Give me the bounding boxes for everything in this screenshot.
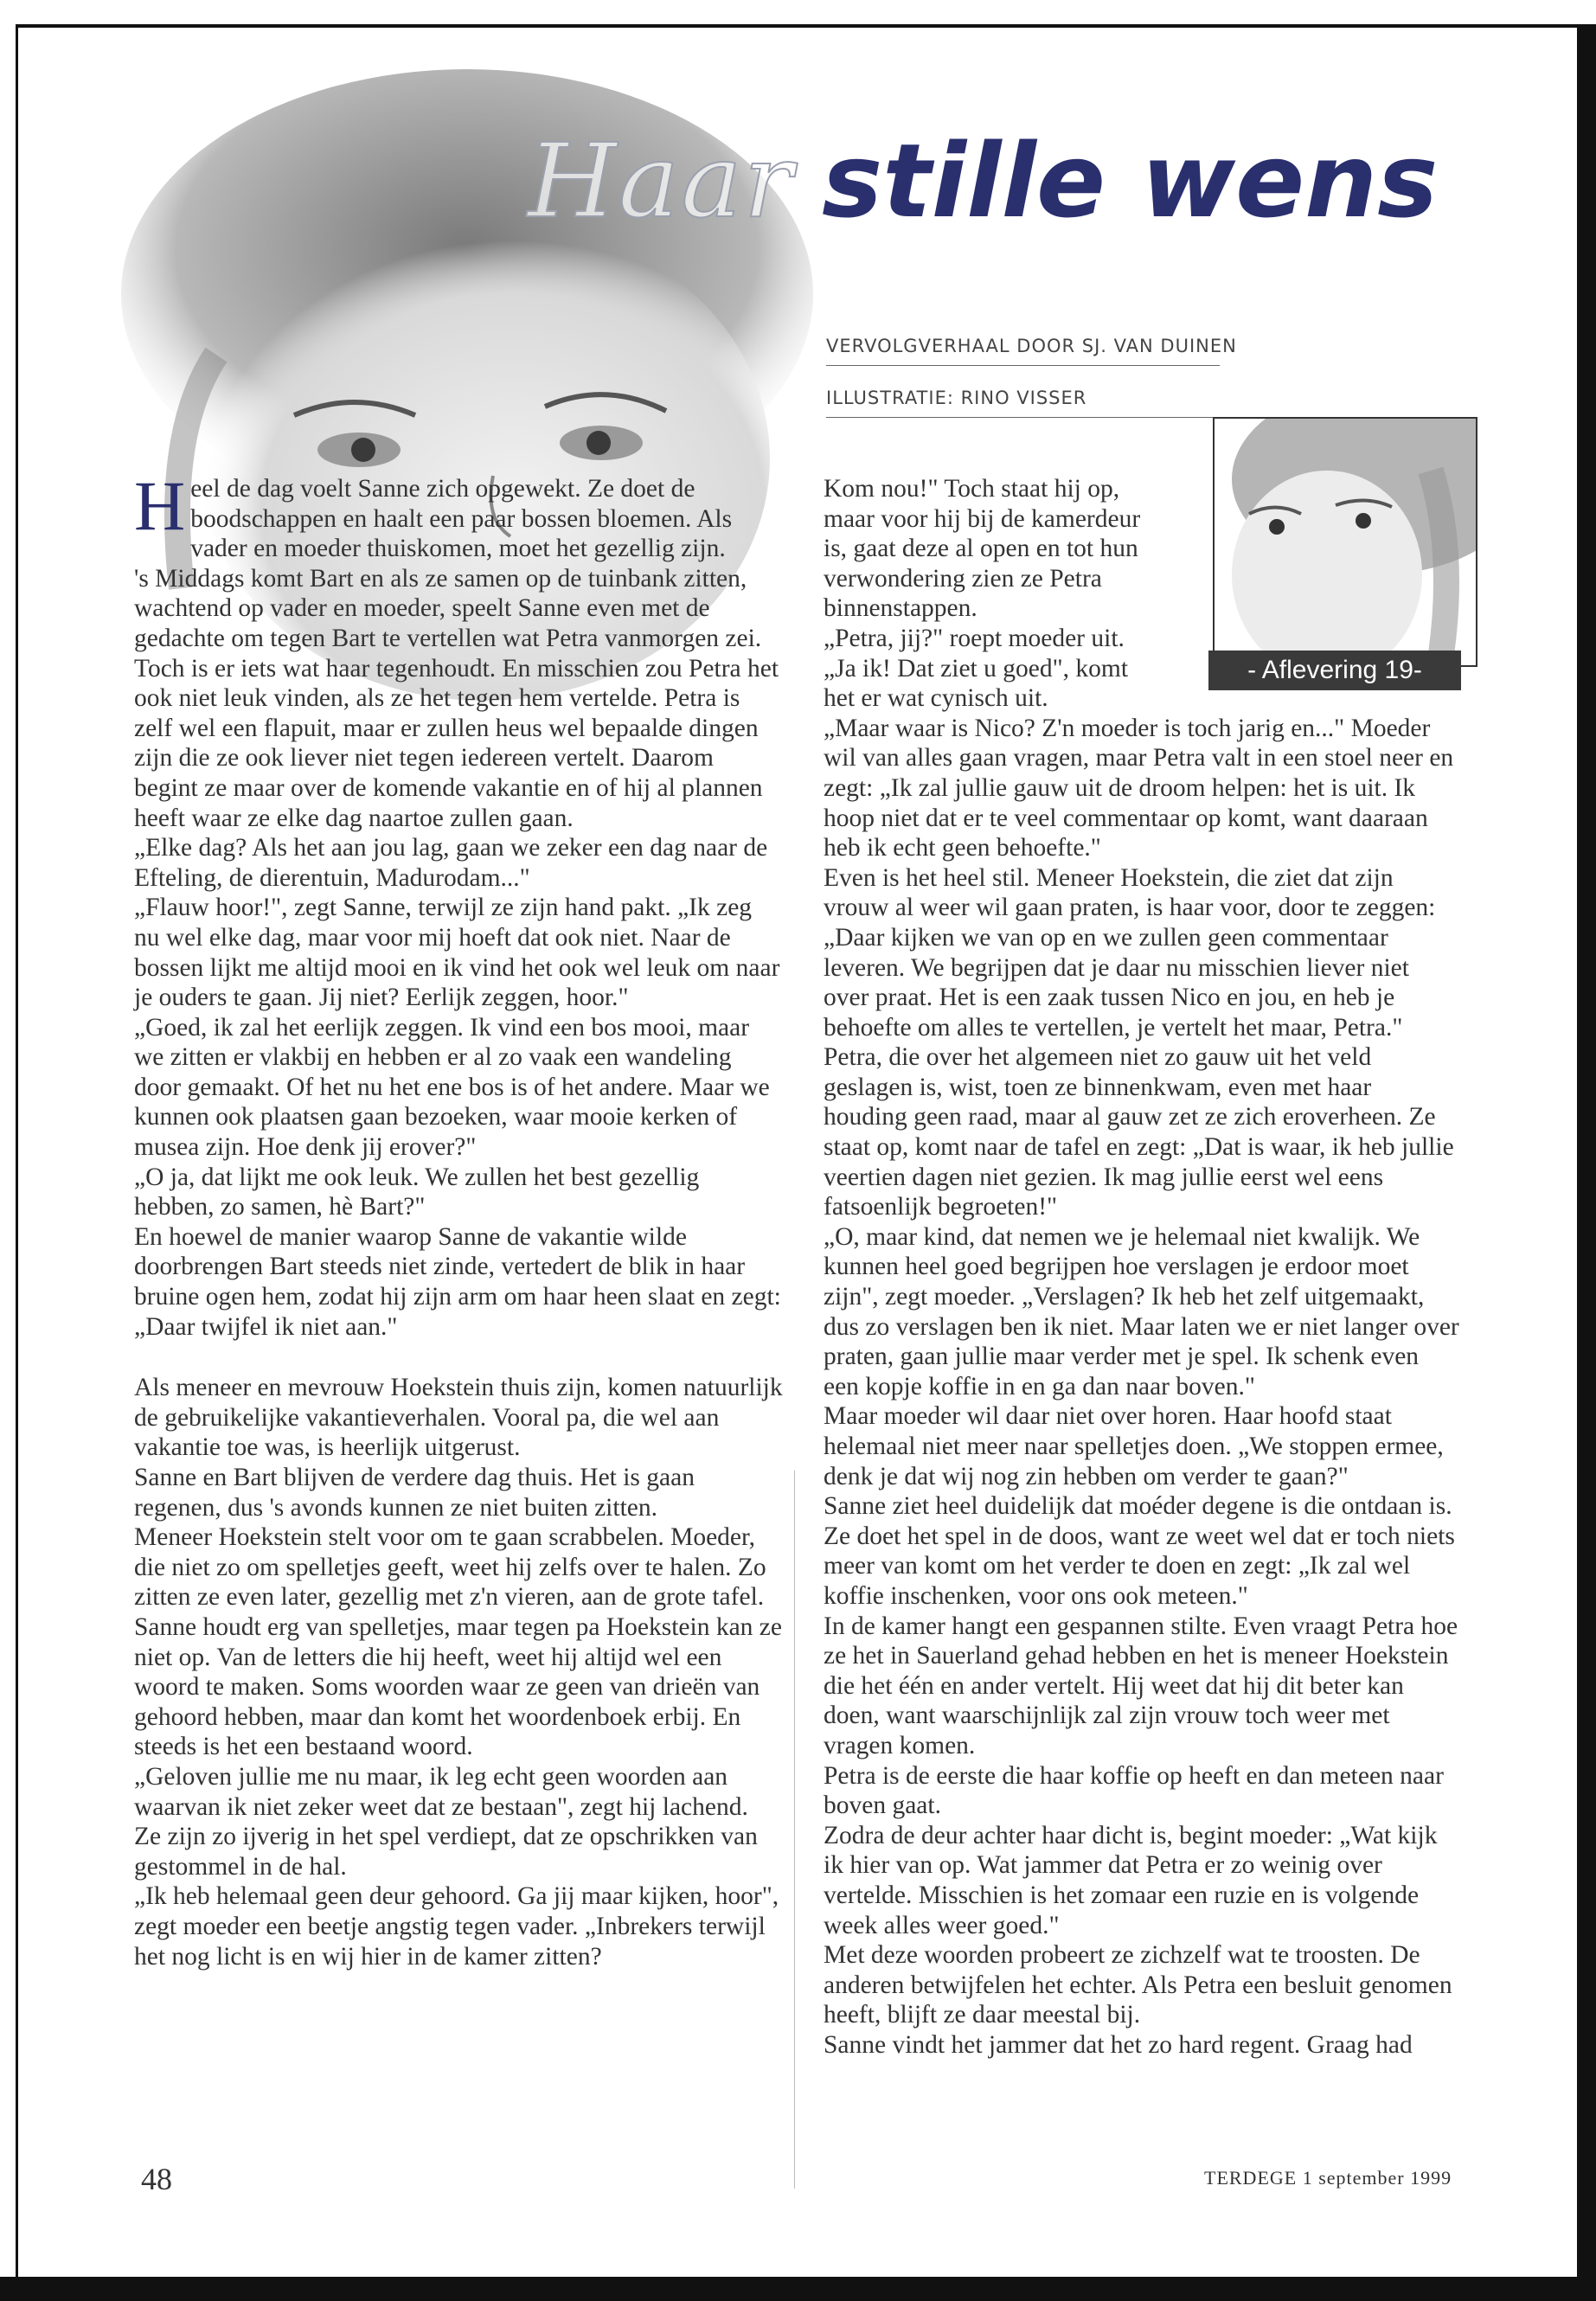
paragraph: Met deze woorden probeert ze zichzelf wat te troosten. De anderen betwijfelen het echter. Als Petra een besluit genomen heeft, blijft ze daar meestal bij. (824, 1941, 1452, 2029)
article-title (528, 121, 1438, 242)
episode-badge: - Aflevering 19- (1208, 651, 1461, 690)
paragraph: „Geloven jullie me nu maar, ik leg echt geen woorden aan waarvan ik niet zeker weet dat ze bestaan", zegt hij lachend. (134, 1762, 748, 1821)
paragraph: „Goed, ik zal het eerlijk zeggen. Ik vind een bos mooi, maar we zitten er vlakbij en hebben er al zo vaak een wandeling door gemaakt. Of het nu het ene bos is of het andere. Maar we kunnen ook plaatsen gaan bezoeken, waar mooie kerken of musea zijn. Hoe denk jij erover?" (134, 1013, 770, 1162)
title-word-stille-wens: stille wens (822, 121, 1439, 240)
paragraph: „Petra, jij?" roept moeder uit. (824, 624, 1125, 652)
paragraph: „Ik heb helemaal geen deur gehoord. Ga jij maar kijken, hoor", zegt moeder een beetje angstig tegen vader. „Inbrekers terwijl het nog licht is en wij hier in de kamer zitten? (134, 1882, 779, 1971)
paragraph: En hoewel de manier waarop Sanne de vakantie wilde doorbrengen Bart steeds niet zinde, vertedert de blik in haar bruine ogen hem, zodat hij zijn arm om haar heen slaat en zegt: „Daar twijfel ik niet aan." (134, 1222, 781, 1341)
serial-credit: VERVOLGVERHAAL DOOR SJ. VAN DUINEN (826, 336, 1237, 356)
page-number: 48 (141, 2162, 172, 2196)
credit-underline (826, 365, 1220, 366)
frame-right-bar (1577, 24, 1596, 2301)
issue-footer: TERDEGE 1 september 1999 (1204, 2167, 1452, 2189)
paragraph: Zodra de deur achter haar dicht is, begint moeder: „Wat kijk ik hier van op. Wat jammer dat Petra er zo weinig over vertelde. Misschien is het zomaar een ruzie en is volgende week alles weer goed." (824, 1821, 1438, 1939)
left-column (134, 466, 783, 1971)
paragraph: Meneer Hoekstein stelt voor om te gaan scrabbelen. Moeder, die niet zo om spelletjes geeft, weet hij zelfs over te halen. Zo zitten ze even later, gezellig met z'n vieren, aan de grote tafel. Sanne houdt erg van spelletjes, maar tegen pa Hoekstein kan ze niet op. Van de letters die hij heeft, weet hij altijd wel een woord te maken. Soms woorden waar ze geen van drieën van gehoord hebben, maar dan komt het woordenboek erbij. En steeds is het een bestaand woord. (134, 1523, 782, 1761)
paragraph: 's Middags komt Bart en als ze samen op de tuinbank zitten, wachtend op vader en moeder, speelt Sanne even met de gedachte om tegen Bart te vertellen wat Petra vanmorgen zei. Toch is er iets wat haar tegenhoudt. En misschien zou Petra het ook niet leuk vinden, als ze het tegen hem vertelde. Petra is zelf wel een flapuit, maar er zullen heus wel bepaalde dingen zijn die ze ook liever niet tegen iedereen vertelt. Daarom begint ze maar over de komende vakantie en of hij al plannen heeft waar ze elke dag naartoe zullen gaan. (134, 564, 779, 832)
frame-bottom-bar (0, 2277, 1596, 2301)
illustration-credit: ILLUSTRATIE: RINO VISSER (826, 388, 1087, 408)
paragraph: „O ja, dat lijkt me ook leuk. We zullen het best gezellig hebben, zo samen, hè Bart?" (134, 1163, 700, 1221)
frame-left-rule (16, 24, 18, 2277)
paragraph: „Maar waar is Nico? Z'n moeder is toch jarig en..." Moeder wil van alles gaan vragen, maar Petra valt in een stoel neer en zegt: „Ik zal jullie gauw uit de droom helpen: het is uit. Ik hoop niet dat er te veel commentaar op komt, want daaraan heb ik echt geen behoefte." (824, 714, 1454, 862)
credit-underline (826, 417, 1220, 418)
paragraph: „Ja ik! Dat ziet u goed", komt (824, 654, 1129, 683)
section-break (134, 1342, 783, 1373)
drop-cap: H (134, 466, 186, 545)
paragraph: „Elke dag? Als het aan jou lag, gaan we zeker een dag naar de Efteling, de dierentuin, Madurodam..." (134, 834, 768, 892)
paragraph: Heel de dag voelt Sanne zich opgewekt. Ze doet de boodschappen en haalt een paar bossen bloemen. Als vader en moeder thuiskomen, moet het gezellig zijn. (134, 466, 733, 563)
title-word-haar: Haar (528, 121, 795, 240)
paragraph: „O, maar kind, dat nemen we je helemaal niet kwalijk. We kunnen heel goed begrijpen hoe verslagen je erdoor moet zijn", zegt moeder. „Verslagen? Ik heb het zelf uitgemaakt, dus zo verslagen ben ik niet. Maar laten we er niet langer over praten, gaan jullie maar verder met je spel. Ik schenk even een kopje koffie in en ga dan naar boven." (824, 1222, 1459, 1400)
column-divider (794, 1471, 795, 2189)
paragraph: Even is het heel stil. Meneer Hoekstein, die ziet dat zijn vrouw al weer wil gaan praten, is haar voor, door te zeggen: „Daar kijken we van op en we zullen geen commentaar leveren. We begrijpen dat je daar nu misschien liever niet over praat. Het is een zaak tussen Nico en jou, en heb je behoefte om alles te vertellen, je vertelt het maar, Petra." (824, 863, 1436, 1042)
paragraph: In de kamer hangt een gespannen stilte. Even vraagt Petra hoe ze het in Sauerland gehad hebben en het is meneer Hoekstein die het één en ander vertelt. Hij weet dat hij dit beter kan doen, want waarschijnlijk zal zijn vrouw toch weer met vragen komen. (824, 1612, 1458, 1759)
paragraph: Als meneer en mevrouw Hoekstein thuis zijn, komen natuurlijk de gebruikelijke vakantieverhalen. Vooral pa, die wel aan vakantie toe was, is heerlijk uitgerust. (134, 1374, 783, 1462)
paragraph: Petra is de eerste die haar koffie op heeft en dan meteen naar boven gaat. (824, 1761, 1444, 1820)
paragraph: het er wat cynisch uit. (824, 684, 1048, 713)
paragraph: Kom nou!" Toch staat hij op, maar voor hij bij de kamerdeur is, gaat deze al open en tot hun verwondering zien ze Petra binnenstappen. (824, 475, 1141, 623)
right-column (824, 474, 1459, 2060)
paragraph: Petra, die over het algemeen niet zo gauw uit het veld geslagen is, wist, toen ze binnenkwam, even met haar houding geen raad, maar al gauw zet ze zich eroverheen. Ze staat op, komt naar de tafel en zegt: „Dat is waar, ik heb jullie veertien dagen niet gezien. Ik mag jullie eerst wel eens fatsoenlijk begroeten!" (824, 1043, 1454, 1221)
paragraph: Sanne ziet heel duidelijk dat moéder degene is die ontdaan is. Ze doet het spel in de doos, want ze weet wel dat er toch niets meer van komt om het verder te doen en zegt: „Ik zal wel koffie inschenken, voor ons ook meteen." (824, 1492, 1455, 1610)
paragraph: Sanne vindt het jammer dat het zo hard regent. Graag had (824, 2030, 1413, 2059)
paragraph: Sanne en Bart blijven de verdere dag thuis. Het is gaan regenen, dus 's avonds kunnen ze niet buiten zitten. (134, 1464, 695, 1522)
paragraph: Ze zijn zo ijverig in het spel verdiept, dat ze opschrikken van gestommel in de hal. (134, 1823, 758, 1881)
frame-top-rule (16, 24, 1578, 28)
paragraph: Maar moeder wil daar niet over horen. Haar hoofd staat helemaal niet meer naar spelletjes doen. „We stoppen ermee, denk je dat wij nog zin hebben om verder te gaan?" (824, 1402, 1444, 1490)
paragraph: „Flauw hoor!", zegt Sanne, terwijl ze zijn hand pakt. „Ik zeg nu wel elke dag, maar voor mij hoeft dat ook niet. Naar de bossen lijkt me altijd mooi en ik vind het ook wel leuk om naar je ouders te gaan. Jij niet? Eerlijk zeggen, hoor." (134, 894, 780, 1012)
